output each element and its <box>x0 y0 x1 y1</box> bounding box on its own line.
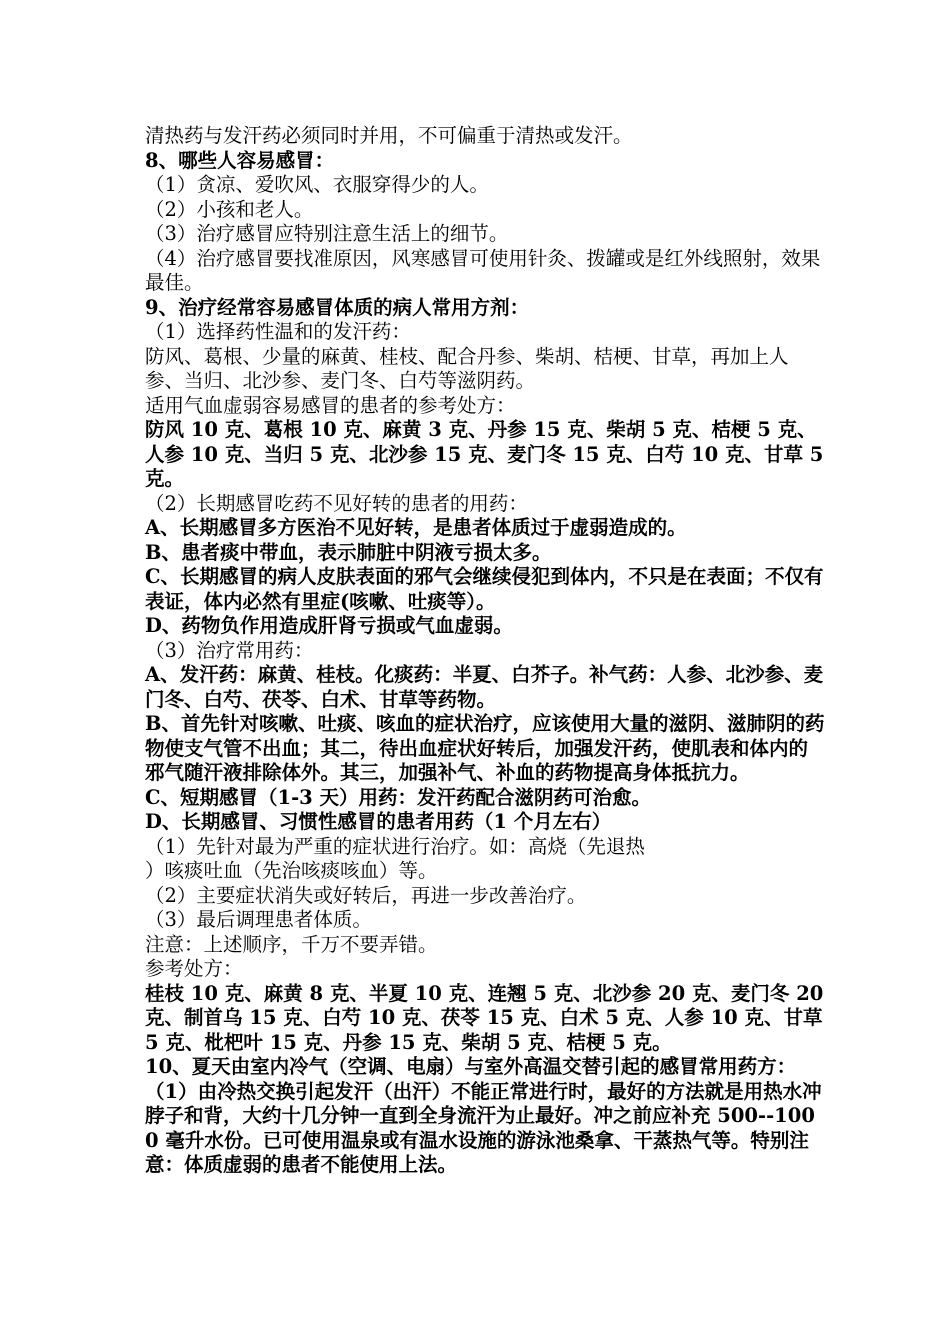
paragraph: 8、哪些人容易感冒： <box>145 148 335 172</box>
paragraph: A、发汗药：麻黄、桂枝。化痰药：半夏、白芥子。补气药：人参、北沙参、麦门冬、白芍、茯苓、白术、甘草等药物。 <box>145 663 824 711</box>
paragraph: （2）小孩和老人。 <box>145 197 314 221</box>
paragraph: （3）治疗常用药： <box>145 638 314 662</box>
paragraph: （3）最后调理患者体质。 <box>145 908 372 931</box>
paragraph: C、短期感冒（1-3 天）用药：发汗药配合滋阴药可治愈。 <box>145 785 652 809</box>
paragraph: （4）治疗感冒要找准原因，风寒感冒可使用针灸、拨罐或是红外线照射，效果最佳。 <box>145 246 821 294</box>
paragraph: 防风、葛根、少量的麻黄、桂枝、配合丹参、柴胡、桔梗、甘草，再加上人参、当归、北沙参、麦门冬、白芍等滋阴药。 <box>145 344 789 392</box>
paragraph: （3）治疗感冒应特别注意生活上的细节。 <box>145 222 509 245</box>
paragraph: （1）先针对最为严重的症状进行治疗。如：高烧（先退热 <box>145 834 645 858</box>
paragraph: （2）长期感冒吃药不见好转的患者的用药： <box>145 491 528 515</box>
paragraph: B、患者痰中带血，表示肺脏中阴液亏损太多。 <box>145 540 552 564</box>
paragraph: ）咳痰吐血（先治咳痰咳血）等。 <box>145 859 438 882</box>
paragraph: 清热药与发汗药必须同时并用，不可偏重于清热或发汗。 <box>145 124 633 147</box>
paragraph: （1）选择药性温和的发汗药： <box>145 320 411 343</box>
paragraph: 注意：上述顺序，千万不要弄错。 <box>145 932 438 956</box>
paragraph: A、长期感冒多方医治不见好转，是患者体质过于虚弱造成的。 <box>145 516 687 539</box>
paragraph: D、药物负作用造成肝肾亏损或气血虚弱。 <box>145 614 513 637</box>
document-body <box>145 124 825 1178</box>
paragraph: 适用气血虚弱容易感冒的患者的参考处方： <box>145 393 516 417</box>
paragraph: D、长期感冒、习惯性感冒的患者用药（1 个月左右） <box>145 810 612 833</box>
paragraph: （1）贪凉、爱吹风、衣服穿得少的人。 <box>145 173 489 196</box>
paragraph: （1）由冷热交换引起发汗（出汗）不能正常进行时，最好的方法就是用热水冲脖子和背，大约十几分钟一直到全身流汗为止最好。冲之前应补充 500--1000 毫升水份。已可使用温泉或有温水设施的游泳池桑拿、干蒸热气等。特别注意：体质虚弱的患者不能使用上法。 <box>145 1079 822 1176</box>
paragraph: （2）主要症状消失或好转后，再进一步改善治疗。 <box>145 883 587 907</box>
paragraph: 10、夏天由室内冷气（空调、电扇）与室外高温交替引起的感冒常用药方： <box>145 1055 797 1078</box>
paragraph: B、首先针对咳嗽、吐痰、咳血的症状治疗，应该使用大量的滋阴、滋肺阴的药物使支气管不出血；其二，待出血症状好转后，加强发汗药，使肌表和体内的邪气随汗液排除体外。其三，加强补气、补血的药物提高身体抵抗力。 <box>145 712 825 784</box>
paragraph: 9、治疗经常容易感冒体质的病人常用方剂： <box>145 295 530 319</box>
paragraph: C、长期感冒的病人皮肤表面的邪气会继续侵犯到体内，不只是在表面；不仅有表证，体内必然有里症(咳嗽、吐痰等）。 <box>145 565 824 613</box>
paragraph: 防风 10 克、葛根 10 克、麻黄 3 克、丹参 15 克、柴胡 5 克、桔梗 5 克、人参 10 克、当归 5 克、北沙参 15 克、麦门冬 15 克、白芍 10 克、甘草 5 克。 <box>145 418 824 490</box>
paragraph: 桂枝 10 克、麻黄 8 克、半夏 10 克、连翘 5 克、北沙参 20 克、麦门冬 20 克、制首乌 15 克、白芍 10 克、茯苓 15 克、白术 5 克、人参 10 克、甘草 5 克、枇杷叶 15 克、丹参 15 克、柴胡 5 克、桔梗 5 克。 <box>145 981 824 1054</box>
paragraph: 参考处方： <box>145 957 243 980</box>
